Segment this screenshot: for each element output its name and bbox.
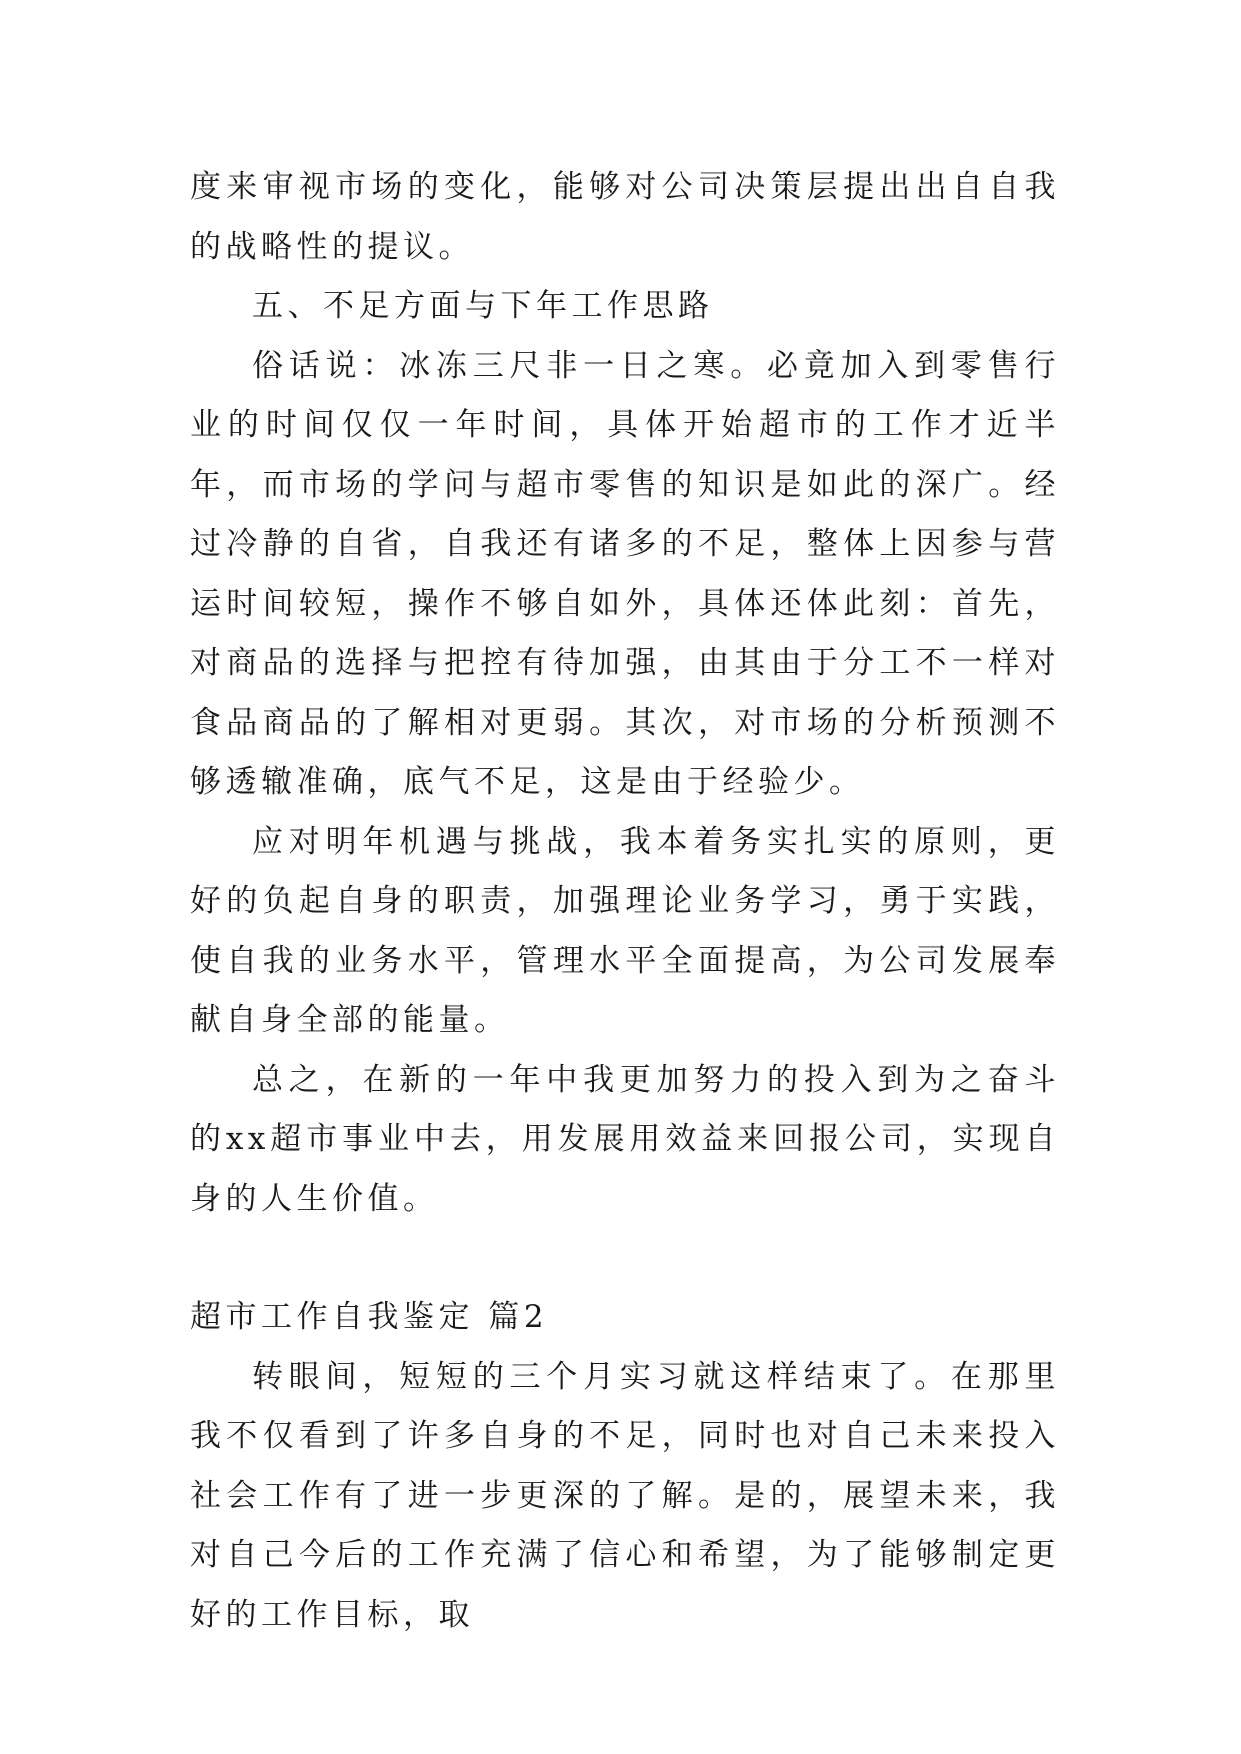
body-paragraph: 应对明年机遇与挑战，我本着务实扎实的原则，更好的负起自身的职责，加强理论业务学习，勇于实践，使自我的业务水平，管理水平全面提高，为公司发展奉献自身全部的能量。 [190, 823, 1060, 1038]
article-title: 超市工作自我鉴定 篇2 [190, 1299, 549, 1335]
continuation-paragraph: 度来审视市场的变化，能够对公司决策层提出出自自我的战略性的提议。 [190, 169, 1060, 265]
body-paragraph: 总之，在新的一年中我更加努力的投入到为之奋斗的xx超市事业中去，用发展用效益来回报公司，实现自身的人生价值。 [190, 1061, 1060, 1217]
document-page [190, 158, 1060, 1645]
body-paragraph: 转眼间，短短的三个月实习就这样结束了。在那里我不仅看到了许多自身的不足，同时也对自己未来投入社会工作有了进一步更深的了解。是的，展望未来，我对自己今后的工作充满了信心和希望，为了能够制定更好的工作目标，取 [190, 1358, 1060, 1633]
body-paragraph: 俗话说：冰冻三尺非一日之寒。必竟加入到零售行业的时间仅仅一年时间，具体开始超市的工作才近半年，而市场的学问与超市零售的知识是如此的深广。经过冷静的自省，自我还有诸多的不足，整体上因参与营运时间较短，操作不够自如外，具体还体此刻：首先，对商品的选择与把控有待加强，由其由于分工不一样对食品商品的了解相对更弱。其次，对市场的分析预测不够透辙准确，底气不足，这是由于经验少。 [190, 347, 1060, 800]
section-heading: 五、不足方面与下年工作思路 [252, 288, 714, 324]
